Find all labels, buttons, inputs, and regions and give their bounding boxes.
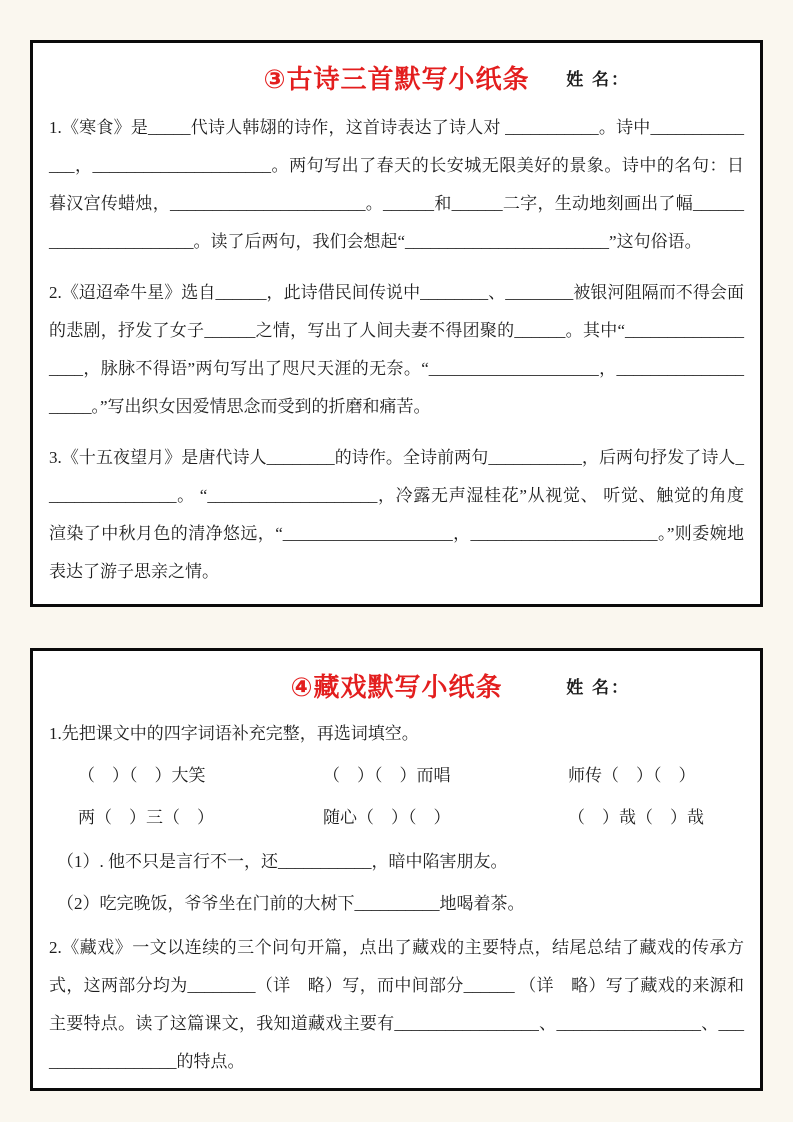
opera-subquestion-2: （2）吃完晚饭，爷爷坐在门前的大树下__________地喝着茶。 [57, 894, 525, 913]
word-blank-item: 随心（ ）（ ） [323, 808, 451, 827]
poems-question-1: 1.《寒食》是_____代诗人韩翃的诗作，这首诗表达了诗人对 ___________。诗中______________，_____________________。两句写出了春天的长安城无限美好的景象。诗中的名句：日暮汉宫传蜡烛，_______________________。______和______二字，生动地刻画出了幅_______________________。读了后两句，我们会想起“________________________”这句俗语。 [49, 118, 744, 251]
word-blank-item: （ ）（ ）而唱 [323, 766, 451, 785]
sheet1-header [33, 59, 760, 93]
opera-question-2: 2.《藏戏》一文以连续的三个问句开篇，点出了藏戏的主要特点，结尾总结了藏戏的传承方式，这两部分均为________（详 略）写，而中间部分______ （详 略）写了藏戏的来源和主要特点。读了这篇课文，我知道藏戏主要有_________________、_________________、__________________的特点。 [49, 938, 744, 1071]
word-blank-item: 师传（ ）（ ） [568, 766, 696, 785]
sheet1-title: ③古诗三首默写小纸条 [263, 64, 530, 94]
poems-question-2: 2.《迢迢牵牛星》选自______，此诗借民间传说中________、________被银河阻隔而不得会面的悲剧，抒发了女子______之情，写出了人间夫妻不得团聚的______。其中“__________________，脉脉不得语”两句写出了咫尺天涯的无奈。“____________________，____________________。”写出织女因爱情思念而受到的折磨和痛苦。 [49, 283, 744, 416]
worksheet-card-opera [30, 648, 763, 1091]
sheet2-title: ④藏戏默写小纸条 [290, 672, 503, 702]
sheet2-header [33, 667, 760, 701]
word-blank-item: （ ）（ ）大笑 [78, 766, 206, 785]
word-completion-grid [33, 755, 760, 839]
poems-question-3: 3.《十五夜望月》是唐代诗人________的诗作。全诗前两句___________，后两句抒发了诗人________________。 “____________________，冷露无声湿桂花”从视觉、 听觉、触觉的角度渲染了中秋月色的清净悠远，“____________________，______________________。”则委婉地表达了游子思亲之情。 [49, 448, 744, 581]
sheet2-name-label: 姓 名： [566, 678, 630, 697]
word-blank-item: （ ）哉（ ）哉 [568, 808, 704, 827]
opera-question-1-intro: 1.先把课文中的四字词语补充完整，再选词填空。 [49, 724, 419, 743]
worksheet-card-poems [30, 40, 763, 607]
opera-subquestion-1: （1）. 他不只是言行不一，还___________，暗中陷害朋友。 [57, 852, 508, 871]
sheet1-name-label: 姓 名： [566, 70, 630, 89]
word-blank-item: 两（ ）三（ ） [78, 808, 214, 827]
